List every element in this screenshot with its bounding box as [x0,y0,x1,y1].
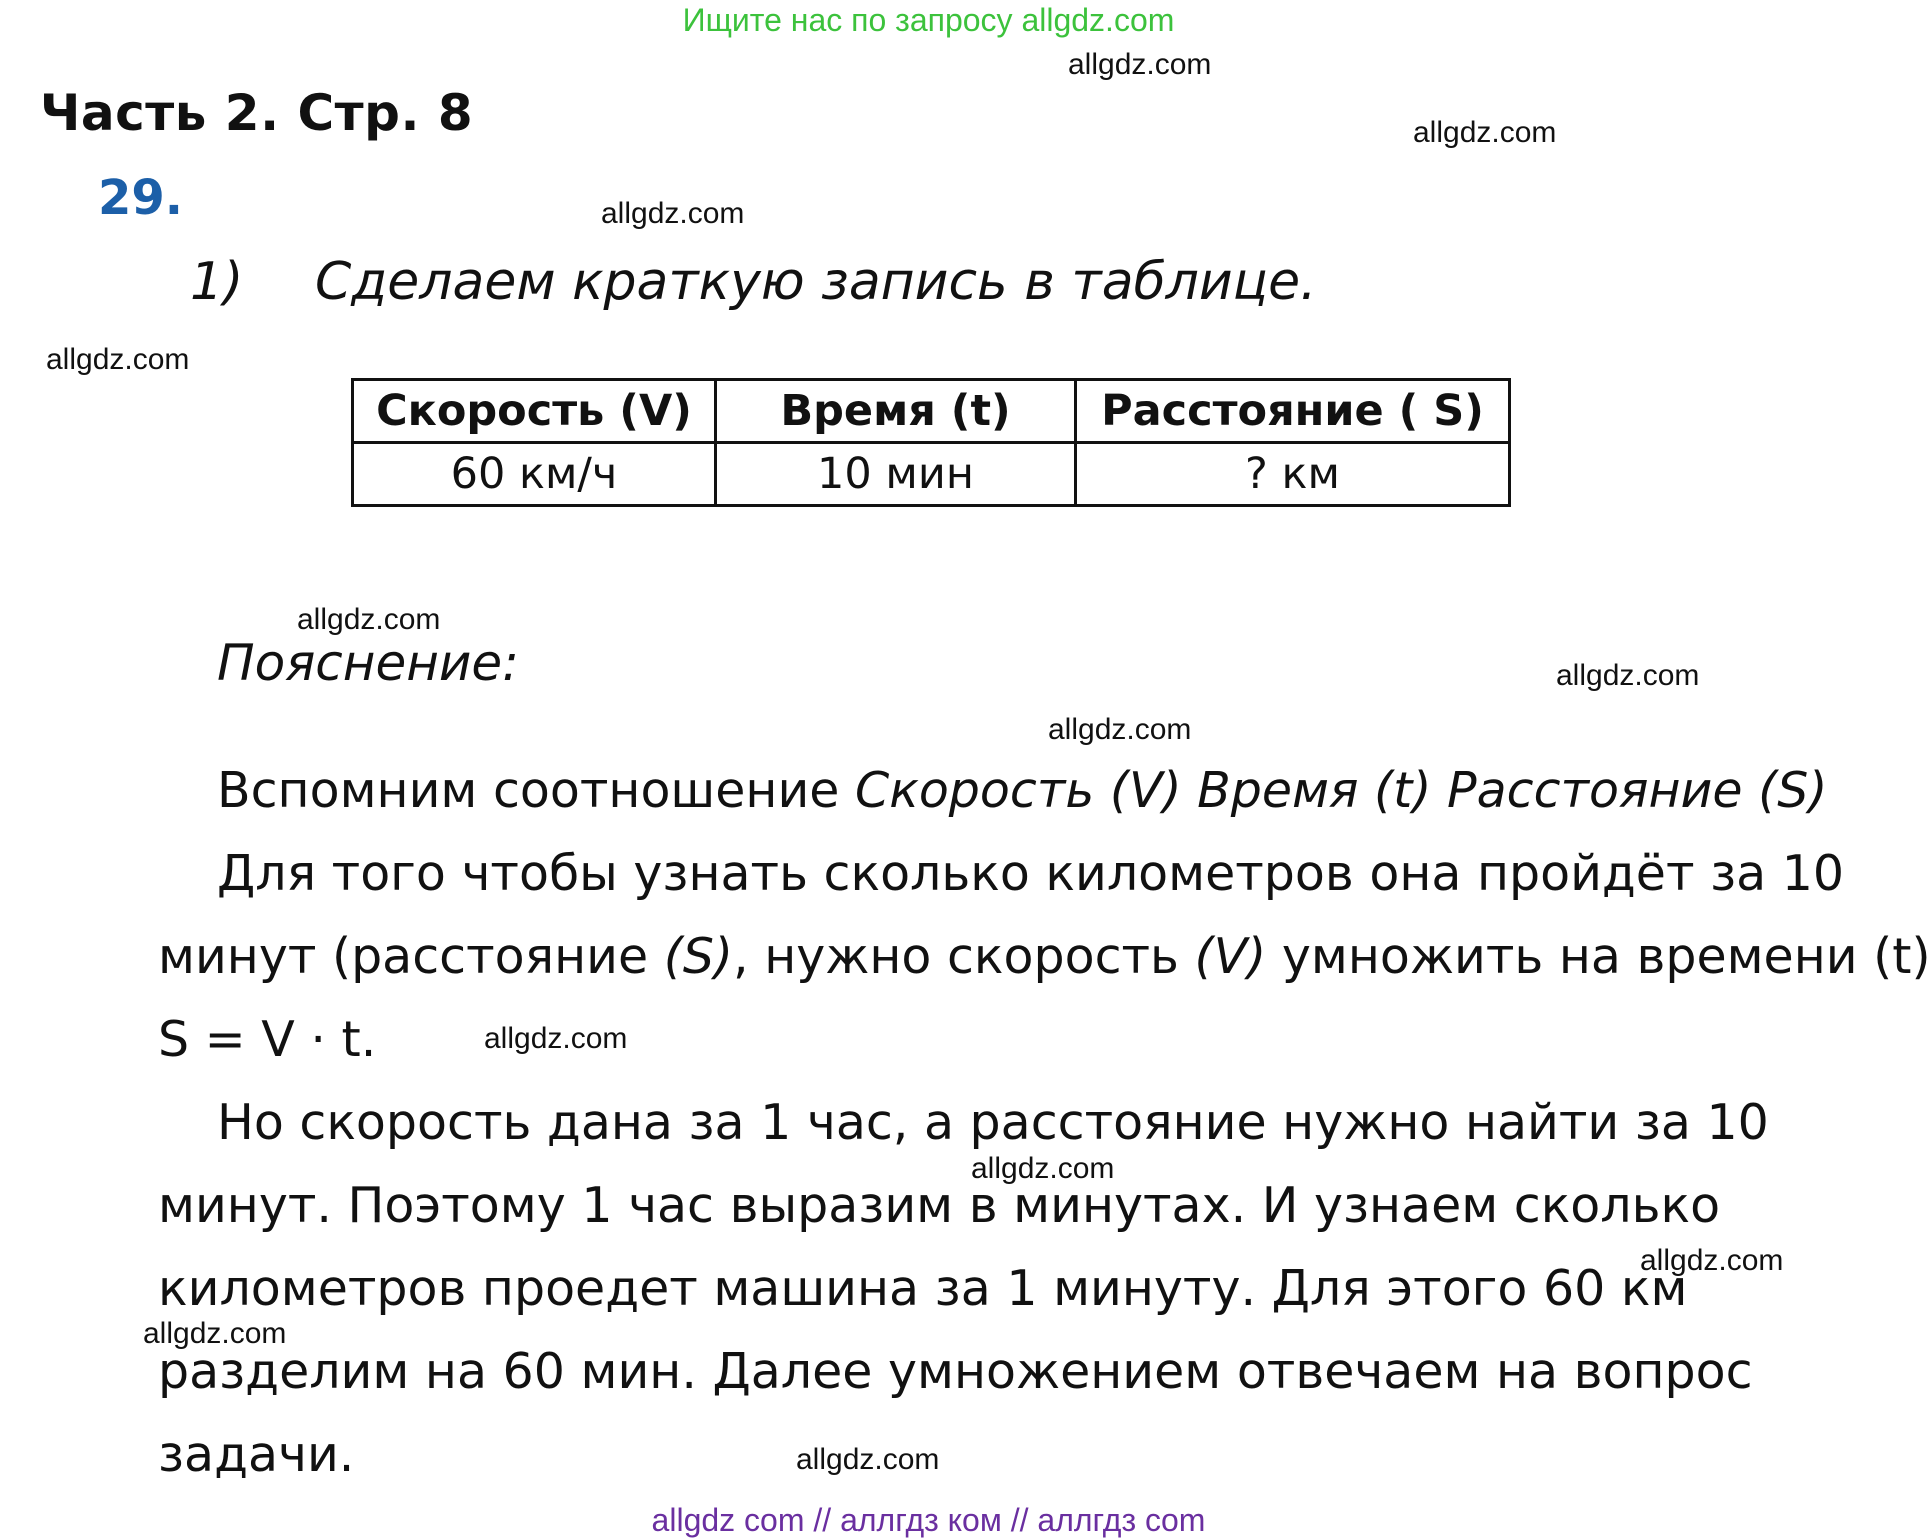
table-cell-time: 10 мин [716,443,1076,506]
explanation-line: разделим на 60 мин. Далее умножением отвечаем на вопрос [158,1343,1753,1400]
watermark: allgdz.com [143,1317,287,1350]
watermark: allgdz.com [1640,1244,1784,1277]
subtask-number: 1) [190,252,244,312]
footer: allgdz com // аллгдз ком // аллгдз com [651,1502,1206,1538]
explanation-title: Пояснение: [217,634,520,692]
explanation-text: Вспомним соотношение [217,762,856,819]
table-header-speed: Скорость (V) [353,380,716,443]
explanation-italic: (V) [1194,928,1267,985]
watermark: allgdz.com [1556,659,1700,692]
watermark: allgdz.com [1413,116,1557,149]
explanation-line: Для того чтобы узнать сколько километров она пройдёт за 10 [217,845,1845,902]
table-header-distance: Расстояние ( S) [1076,380,1510,443]
watermark: allgdz.com [1068,48,1212,81]
explanation-line: задачи. [158,1426,355,1483]
table-cell-speed: 60 км/ч [353,443,716,506]
table-cell-distance: ? км [1076,443,1510,506]
explanation-line: Но скорость дана за 1 час, а расстояние нужно найти за 10 [217,1094,1769,1151]
watermark: allgdz.com [971,1152,1115,1185]
explanation-line: километров проедет машина за 1 минуту. Для этого 60 км [158,1260,1688,1317]
explanation-line [158,928,1931,985]
explanation-line: минут. Поэтому 1 час выразим в минутах. И узнаем сколько [158,1177,1721,1234]
table-row [353,443,1510,506]
watermark: allgdz.com [484,1022,628,1055]
explanation-italic: Скорость (V) Время (t) Расстояние (S) [855,762,1828,819]
task-number: 29. [98,170,184,226]
explanation-text: , нужно скорость [733,928,1195,985]
watermark: allgdz.com [46,343,190,376]
summary-table [351,378,1511,507]
explanation-text: умножить на времени (t) [1266,928,1931,985]
page-heading: Часть 2. Стр. 8 [40,84,474,142]
formula: S = V · t. [158,1011,377,1068]
watermark: allgdz.com [297,603,441,636]
table-header-time: Время (t) [716,380,1076,443]
watermark: allgdz.com [601,197,745,230]
explanation-line [217,762,1827,819]
explanation-italic: (S) [663,928,734,985]
watermark: allgdz.com [796,1443,940,1476]
top-banner: Ищите нас по запросу allgdz.com [682,2,1175,38]
explanation-text: минут (расстояние [158,928,664,985]
subtask-text: Сделаем краткую запись в таблице. [315,252,1317,312]
watermark: allgdz.com [1048,713,1192,746]
table-header-row [353,380,1510,443]
